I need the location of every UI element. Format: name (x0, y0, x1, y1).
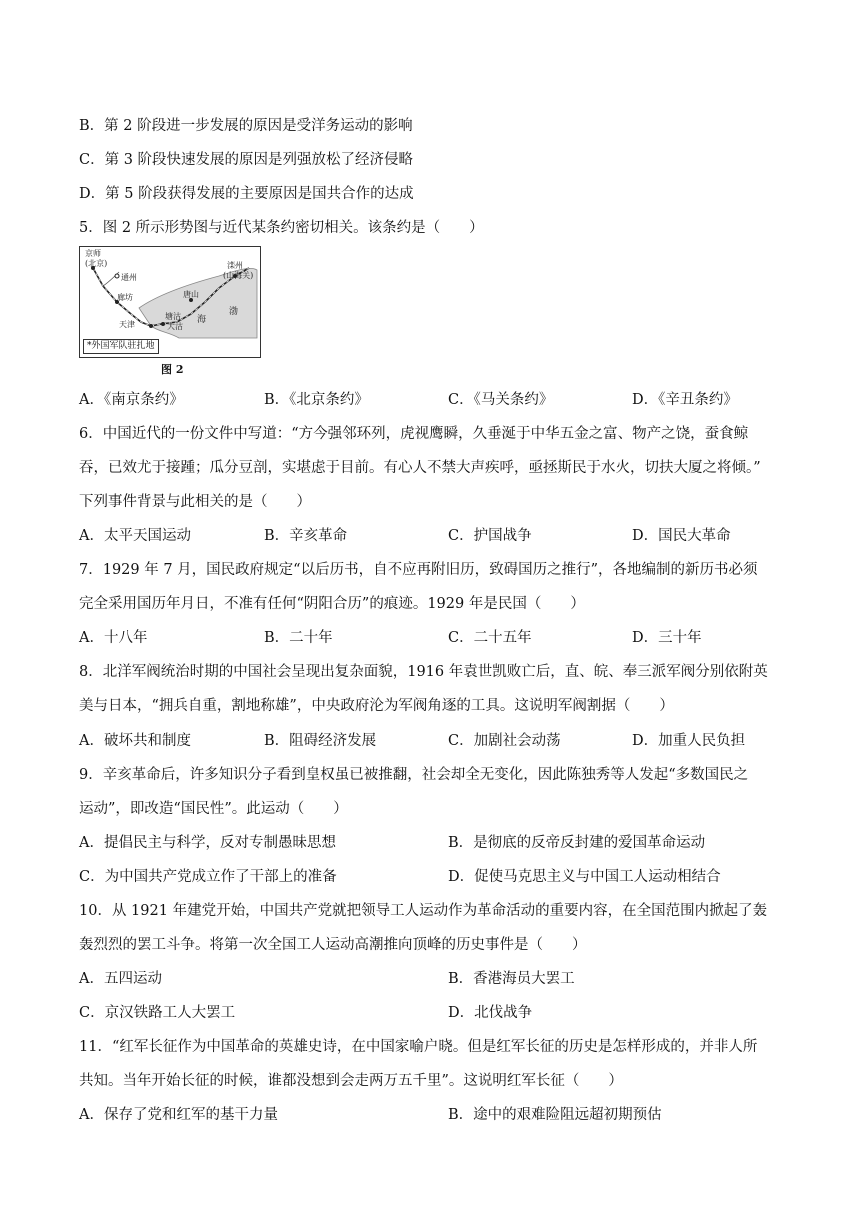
q6-option-a: A．太平天国运动 (79, 528, 191, 544)
q9-option-d: D．促使马克思主义与中国工人运动相结合 (448, 869, 721, 885)
map-label-luanzhou: 滦州 (227, 261, 243, 270)
q7-line-2: 完全采用国历年月日，不准有任何“阴阳合历”的痕迹。1929 年是民国（ ） (79, 596, 585, 612)
q10-line-2: 轰烈烈的罢工斗争。将第一次全国工人运动高潮推向顶峰的历史事件是（ ） (79, 937, 587, 953)
map-label-dagu: 大沽 (167, 322, 183, 331)
map-label-hai: 海 (197, 315, 207, 325)
map-label-beijing: (北京) (85, 259, 108, 268)
q11-option-a: A．保存了党和红军的基干力量 (79, 1107, 278, 1123)
q5-option-c: C．《马关条约》 (448, 392, 554, 408)
q9-line-2: 运动”，即改造“国民性”。此运动（ ） (79, 801, 348, 817)
q10-option-c: C．京汉铁路工人大罢工 (79, 1005, 236, 1021)
q5-option-d: D．《辛丑条约》 (632, 392, 738, 408)
q4-option-b: B．第 2 阶段进一步发展的原因是受洋务运动的影响 (79, 118, 413, 134)
q5-option-b: B．《北京条约》 (264, 392, 369, 408)
map-label-langfang: 廊坊 (117, 293, 133, 302)
map-label-jingshi: 京师 (85, 249, 101, 258)
q7-line-1: 7．1929 年 7 月，国民政府规定“以后历书，自不应再附旧历，致碍国历之推行”，各地编制的新历书必须 (79, 562, 758, 578)
map-label-tanggu: 塘沽 (165, 312, 181, 321)
q7-option-c: C．二十五年 (448, 630, 532, 646)
q9-option-c: C．为中国共产党成立作了干部上的准备 (79, 869, 337, 885)
q9-option-b: B．是彻底的反帝反封建的爱国革命运动 (448, 835, 706, 851)
q7-option-d: D．三十年 (632, 630, 702, 646)
q8-option-a: A．破坏共和制度 (79, 733, 191, 749)
q8-option-c: C．加剧社会动荡 (448, 733, 561, 749)
map-label-tongzhou: 通州 (121, 273, 137, 282)
map-label-shanhaiguan: (山海关) (223, 271, 254, 280)
q10-option-d: D．北伐战争 (448, 1005, 533, 1021)
map-label-tangshan: 唐山 (183, 290, 199, 299)
q7-option-b: B．二十年 (264, 630, 333, 646)
station-marker-tongzhou (115, 274, 119, 278)
q11-line-1: 11．“红军长征作为中国革命的英雄史诗，在中国家喻户晓。但是红军长征的历史是怎样形成的，并非人所 (79, 1039, 758, 1055)
q6-option-c: C．护国战争 (448, 528, 532, 544)
q10-line-1: 10．从 1921 年建党开始，中国共产党就把领导工人运动作为革命活动的重要内容，在全国范围内掀起了轰 (79, 903, 768, 919)
q6-option-d: D．国民大革命 (632, 528, 731, 544)
station-marker-tanggu (161, 322, 165, 326)
q10-option-a: A．五四运动 (79, 971, 162, 987)
q11-option-b: B．途中的艰难险阻远超初期预估 (448, 1107, 662, 1123)
q6-line-1: 6．中国近代的一份文件中写道：“方今强邻环列，虎视鹰瞬，久垂涎于中华五金之富、物产之饶，蚕食鲸 (79, 426, 749, 442)
q8-option-b: B．阻碍经济发展 (264, 733, 377, 749)
q4-option-c: C．第 3 阶段快速发展的原因是列强放松了经济侵略 (79, 152, 414, 168)
q6-option-b: B．辛亥革命 (264, 528, 348, 544)
map-legend: *外国军队驻扎地 (83, 339, 159, 354)
q8-line-2: 美与日本，“拥兵自重，割地称雄”，中央政府沦为军阀角逐的工具。这说明军阀割据（ ） (79, 698, 674, 714)
station-marker-tianjin (149, 324, 153, 328)
q6-line-3: 下列事件背景与此相关的是（ ） (79, 494, 311, 510)
q4-option-d: D．第 5 阶段获得发展的主要原因是国共合作的达成 (79, 186, 414, 202)
q9-option-a: A．提倡民主与科学，反对专制愚昧思想 (79, 835, 336, 851)
q10-option-b: B．香港海员大罢工 (448, 971, 575, 987)
q7-option-a: A．十八年 (79, 630, 148, 646)
q8-line-1: 8．北洋军阀统治时期的中国社会呈现出复杂面貌，1916 年袁世凯败亡后，直、皖、奉三派军阀分别依附英 (79, 664, 768, 680)
map-label-bo: 渤 (229, 307, 239, 317)
q9-line-1: 9．辛亥革命后，许多知识分子看到皇权虽已被推翻，社会却全无变化，因此陈独秀等人发起“多数国民之 (79, 767, 749, 783)
q5-stem: 5．图 2 所示形势图与近代某条约密切相关。该条约是（ ） (79, 220, 484, 236)
figure-caption: 图 2 (161, 363, 184, 376)
treaty-map-figure (79, 246, 261, 358)
q6-line-2: 吞，已效尤于接踵；瓜分豆剖，实堪虑于目前。有心人不禁大声疾呼，亟拯斯民于水火，切扶大厦之将倾。” (79, 460, 761, 476)
map-label-tianjin: 天津 (119, 320, 135, 329)
q8-option-d: D．加重人民负担 (632, 733, 746, 749)
q5-option-a: A．《南京条约》 (79, 392, 184, 408)
q11-line-2: 共知。当年开始长征的时候，谁都没想到会走两万五千里”。这说明红军长征（ ） (79, 1073, 623, 1089)
